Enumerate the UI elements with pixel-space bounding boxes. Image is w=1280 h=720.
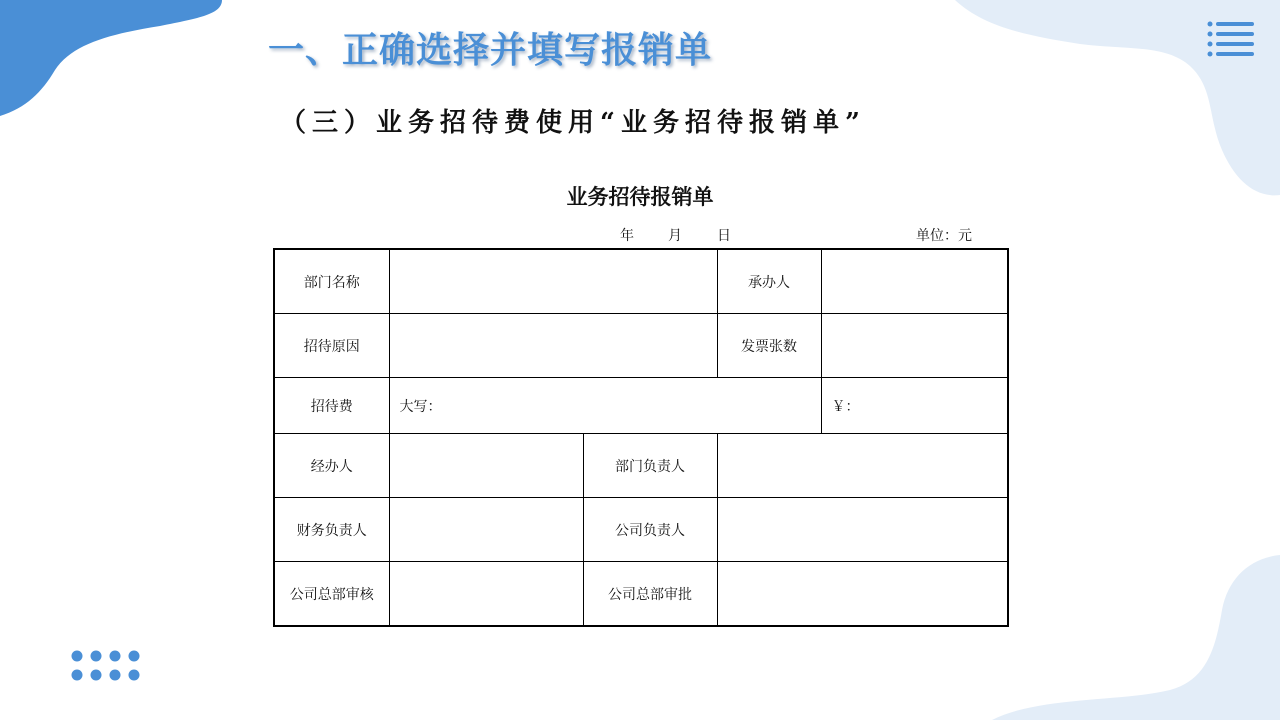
invoice-count-field[interactable] bbox=[821, 314, 1008, 378]
table-row bbox=[274, 434, 1008, 498]
slide-title: 一、正确选择并填写报销单 bbox=[268, 29, 713, 71]
date-month: 月 bbox=[668, 228, 682, 244]
menu-icon[interactable] bbox=[1207, 20, 1255, 60]
date-day: 日 bbox=[717, 228, 731, 244]
reimbursement-form-table bbox=[273, 248, 1009, 627]
handler-field[interactable] bbox=[821, 249, 1008, 314]
finance-head-field[interactable] bbox=[389, 498, 583, 562]
reason-label: 招待原因 bbox=[274, 314, 389, 378]
company-head-field[interactable] bbox=[717, 498, 1008, 562]
slide-subtitle: （三）业务招待费使用“业务招待报销单” bbox=[280, 108, 866, 138]
reason-field[interactable] bbox=[389, 314, 717, 378]
form-title: 业务招待报销单 bbox=[566, 185, 714, 209]
handler-label: 承办人 bbox=[717, 249, 821, 314]
fee-upper-field[interactable]: 大写： bbox=[389, 378, 821, 434]
table-row bbox=[274, 498, 1008, 562]
table-row bbox=[274, 314, 1008, 378]
bottom-right-blob bbox=[992, 555, 1280, 720]
hq-review-field[interactable] bbox=[389, 562, 583, 627]
finance-head-label: 财务负责人 bbox=[274, 498, 389, 562]
hq-approve-label: 公司总部审批 bbox=[583, 562, 717, 627]
table-row bbox=[274, 562, 1008, 627]
fee-label: 招待费 bbox=[274, 378, 389, 434]
top-left-blob bbox=[0, 0, 222, 116]
fee-yen-field[interactable]: ￥： bbox=[821, 378, 1008, 434]
dept-head-field[interactable] bbox=[717, 434, 1008, 498]
hq-approve-field[interactable] bbox=[717, 562, 1008, 627]
hq-review-label: 公司总部审核 bbox=[274, 562, 389, 627]
table-row bbox=[274, 249, 1008, 314]
dept-name-label: 部门名称 bbox=[274, 249, 389, 314]
dept-name-field[interactable] bbox=[389, 249, 717, 314]
date-year: 年 bbox=[620, 228, 634, 244]
invoice-count-label: 发票张数 bbox=[717, 314, 821, 378]
dept-head-label: 部门负责人 bbox=[583, 434, 717, 498]
operator-field[interactable] bbox=[389, 434, 583, 498]
unit-label: 单位：元 bbox=[916, 228, 972, 244]
table-row bbox=[274, 378, 1008, 434]
operator-label: 经办人 bbox=[274, 434, 389, 498]
company-head-label: 公司负责人 bbox=[583, 498, 717, 562]
dots-decoration bbox=[70, 648, 146, 684]
